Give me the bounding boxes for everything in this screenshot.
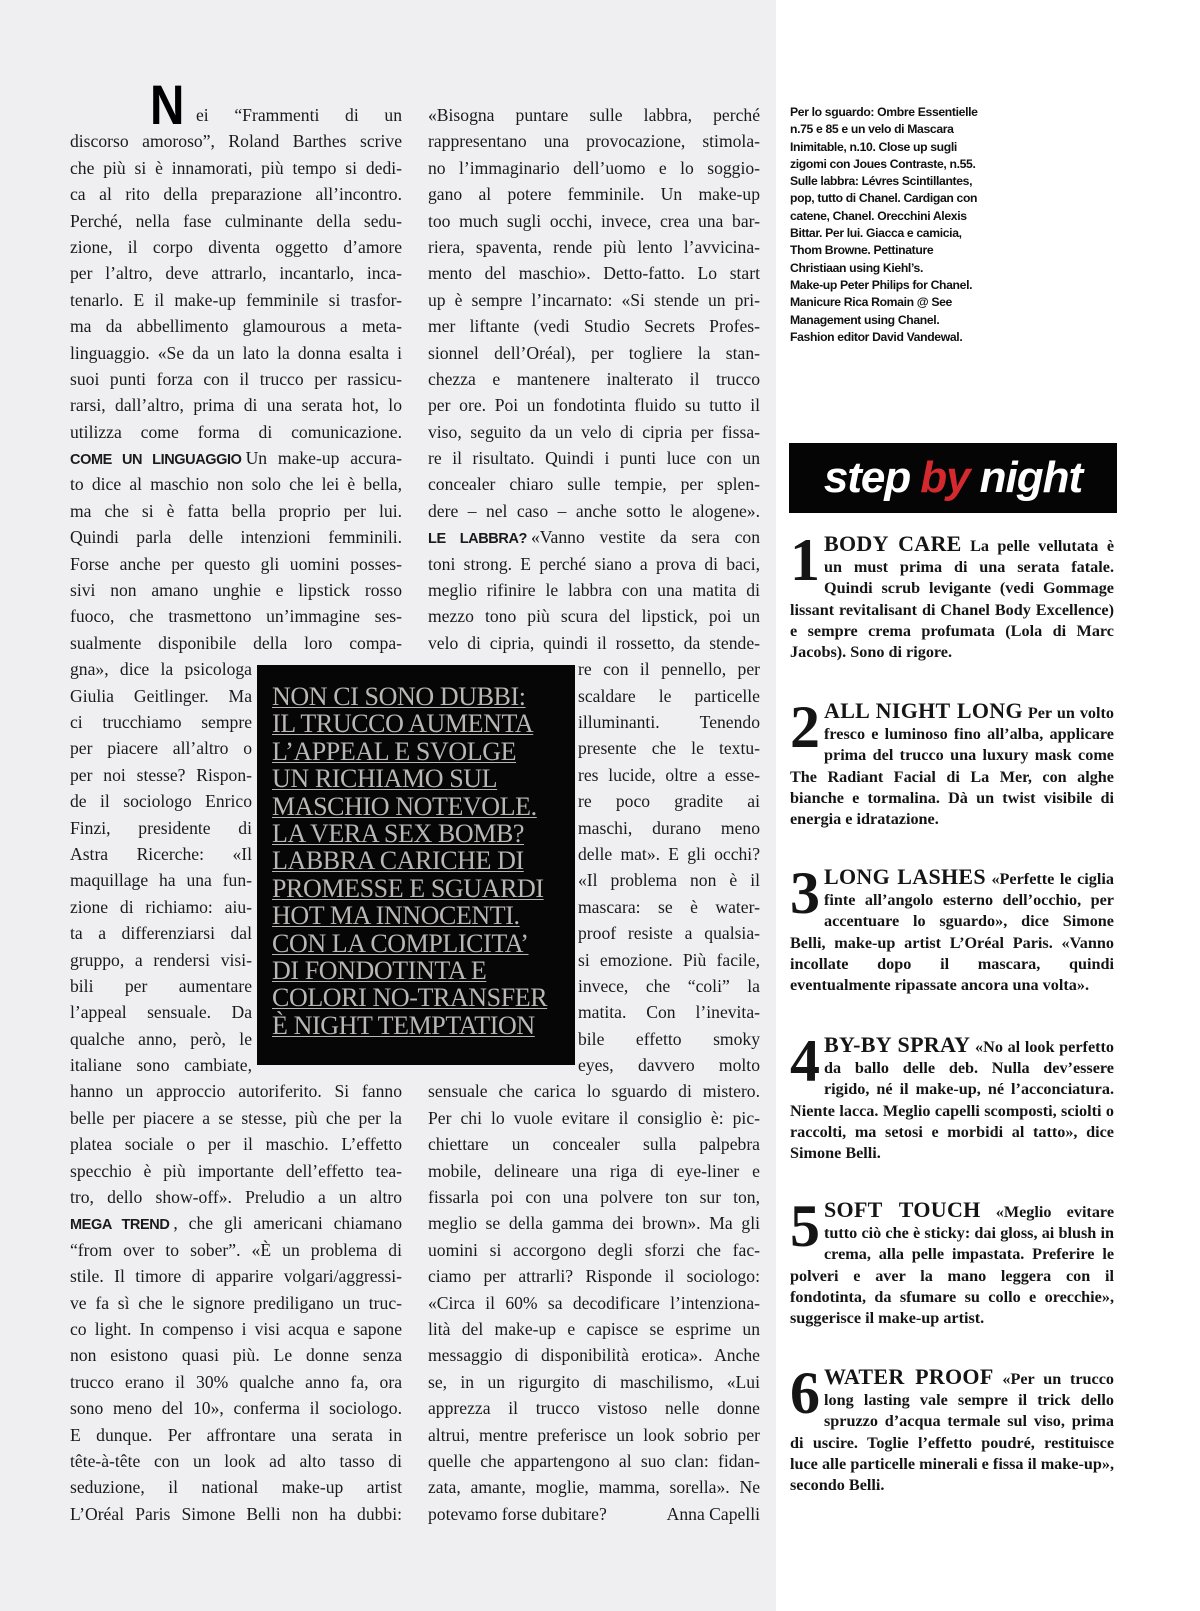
text-line: maschi, durano meno <box>578 817 760 838</box>
heading-step: step <box>823 453 911 502</box>
text-line-rest: , che gli americani chiamano <box>173 1213 402 1234</box>
text-line: illuminanti. Tenendo <box>578 711 760 732</box>
credit-line: pop, tutto di Chanel. Cardigan con <box>790 191 978 206</box>
text-line: “from over to sober”. «È un problema di <box>70 1239 402 1260</box>
text-line: ve fa sì che le signore prediligano un truc- <box>70 1292 402 1313</box>
credit-line: Fashion editor David Vandewal. <box>790 329 963 344</box>
text-line: gruppo, a rendersi visi- <box>70 949 252 970</box>
text-line: ei “Frammenti di un <box>196 105 402 125</box>
section-lead-in: COME UN LINGUAGGIO <box>70 452 242 469</box>
text-line: mento del maschio». Detto-fatto. Lo start <box>428 263 760 284</box>
text-line: res lucide, oltre a esse- <box>578 764 760 785</box>
step-number: 6 <box>790 1360 820 1426</box>
pull-quote-box <box>257 665 575 1065</box>
heading-night: night <box>979 453 1083 502</box>
text-line: chiettare un concealer sulla palpebra <box>428 1134 760 1155</box>
credit-line: Bittar. Per lui. Giacca e camicia, <box>790 226 962 241</box>
credit-line: catene, Chanel. Orecchini Alexis <box>790 208 967 223</box>
text-line: ciamo per attrarli? Risponde il sociologo: <box>428 1266 760 1287</box>
pull-quote-line: L’APPEAL E SVOLGE <box>272 736 517 766</box>
text-line: gna», dice la psicologa <box>70 659 252 680</box>
text-line: quelle che appartengono al suo clan: fidan- <box>428 1450 760 1471</box>
text-line: per ore. Poi un fondotinta fluido su tutto il <box>428 395 760 416</box>
text-line <box>428 524 760 550</box>
text-line: zione, il corpo diventa oggetto d’amore <box>70 236 402 257</box>
step-title: BODY CARE <box>824 531 962 556</box>
step-item <box>790 694 1114 830</box>
step-number: 5 <box>790 1193 820 1259</box>
text-line: meglio se della gamma dei brown». Ma gli <box>428 1213 760 1234</box>
step-item <box>790 1360 1115 1496</box>
text-line: Finzi, presidente di <box>70 817 252 838</box>
text-line <box>70 445 402 471</box>
text-line: matita. Con l’inevita- <box>578 1002 760 1023</box>
step-text: La pelle vellutata è un must prima di una serata fatale. Quindi scrub levigante (vedi Gommage lissant revitalisant di Chanel Body Excellence) e sempre crema profumata (Lola di Marc Jacobs). Sono di rigore. <box>790 537 1115 662</box>
text-line: de il sociologo Enrico <box>70 791 252 812</box>
step-text: «Perfette le ciglia finte all’angolo esterno dell’occhio, per accentuare lo sguardo», dice Simone Belli, make-up artist L’Oréal Paris. «Vanno incollate dopo il mascara, quindi eventualmente ripassate ancora una volta». <box>790 870 1114 995</box>
step-by-night-heading <box>789 443 1117 513</box>
text-line: stile. Il timore di apparire volgari/aggressi- <box>70 1266 402 1287</box>
text-line: ma che si è fatta bella proprio per lui. <box>70 500 402 521</box>
text-line: se, in un rigurgito di maschilismo, «Lui <box>428 1371 760 1392</box>
credit-line: Manicure Rica Romain @ See <box>790 295 952 310</box>
text-line: trucco erano il 30% qualche anno fa, ora <box>70 1371 402 1392</box>
step-number: 3 <box>790 860 820 926</box>
text-line: belle per piacere a se stesse, più che per la <box>70 1107 402 1128</box>
text-line: presente che le textu- <box>578 738 760 759</box>
text-line: dere – nel caso – anche sotto le alogene». <box>428 500 760 521</box>
text-line: tête-à-tête con un look ad alto tasso di <box>70 1450 402 1471</box>
text-line: concealer chiaro sulle tempie, per splen- <box>428 474 760 495</box>
text-line: per noi stesse? Rispon- <box>70 764 252 785</box>
credit-line: Per lo sguardo: Ombre Essentielle <box>790 105 978 119</box>
text-line: Astra Ricerche: «Il <box>70 843 252 864</box>
credit-line: Thom Browne. Pettinature <box>790 243 934 258</box>
text-line: scaldare le particelle <box>578 685 760 706</box>
text-line-end: potevamo forse dubitare? <box>428 1503 607 1524</box>
text-line: mascara: se è water- <box>578 896 760 917</box>
step-item <box>790 527 1115 663</box>
text-line: altrui, mentre preferisce un look sobrio per <box>428 1424 760 1445</box>
text-line: utilizza come forma di comunicazione. <box>70 421 402 442</box>
text-line: sualmente disponibile della loro compa- <box>70 632 402 653</box>
text-line-rest: «Vanno vestite da sera con <box>530 527 760 548</box>
text-line: Forse anche per questo gli uomini posses- <box>70 553 402 574</box>
text-line: hanno un approccio autoriferito. Si fanno <box>70 1081 402 1102</box>
text-line: messaggio di disponibilità erotica». Anche <box>428 1345 760 1366</box>
text-line: che più si è innamorati, più tempo si dedi- <box>70 157 402 178</box>
text-line: apprezza il trucco vistoso nelle donne <box>428 1398 760 1419</box>
credit-line: Make-up Peter Philips for Chanel. <box>790 277 973 292</box>
pull-quote-line: COLORI NO-TRANSFER <box>272 983 548 1013</box>
text-line: up è sempre l’incarnato: «Si stende un pri- <box>428 289 760 310</box>
text-line: viso, seguito da un velo di cipria per fissa- <box>428 421 760 442</box>
text-line: to dice al maschio non solo che lei è bella, <box>70 474 402 495</box>
text-line: l’appeal sensuale. Da <box>70 1002 252 1023</box>
step-title: LONG LASHES <box>824 864 986 889</box>
text-line: uomini si accorgono degli sforzi che fac- <box>428 1239 760 1260</box>
credit-line: Management using Chanel. <box>790 312 940 327</box>
step-title: WATER PROOF <box>824 1364 994 1389</box>
photo-credits <box>790 104 1000 346</box>
step-number: 4 <box>790 1028 820 1094</box>
step-text: Per un volto fresco e luminoso fino all’alba, applicare prima del trucco una luxury mask come The Radiant Facial di La Mer, con alghe bianche e tormalina. Dà un twist visibile di energia e idratazione. <box>790 704 1114 829</box>
text-line: Giulia Geitlinger. Ma <box>70 685 252 706</box>
step-number: 2 <box>790 694 820 760</box>
text-line: eyes, davvero molto <box>578 1055 760 1076</box>
step-text: «No al look perfetto da ballo delle deb. Nulla dev’essere rigido, né il make-up, né l’acconciatura. Niente lacca. Meglio capelli scomposti, sciolti o raccolti, ma setosi e morbidi al tatto», dice Simone Belli. <box>790 1038 1115 1163</box>
text-line: L’Oréal Paris Simone Belli non ha dubbi: <box>70 1503 402 1524</box>
author-byline: Anna Capelli <box>666 1503 760 1524</box>
heading-by: by <box>920 453 970 502</box>
pull-quote-line: NON CI SONO DUBBI: <box>272 682 526 711</box>
text-line: non esistono quasi più. Le donne senza <box>70 1345 402 1366</box>
pull-quote-line: PROMESSE E SGUARDI <box>272 873 544 903</box>
pull-quote-line: È NIGHT TEMPTATION <box>272 1010 535 1040</box>
text-line: bili per aumentare <box>70 975 252 996</box>
text-line: sivi non amano unghie e lipstick rosso <box>70 580 402 601</box>
step-item <box>790 860 1114 996</box>
text-line: ca al rito della preparazione all’incontro. <box>70 184 402 205</box>
step-text: «Meglio evitare tutto ciò che è sticky: dai gloss, ai blush in crema, alla pelle impastata. Preferire le polveri e aver la mano leggera con il fondotinta, da sfumare su collo e orecchie», suggerisce il make-up artist. <box>790 1203 1114 1328</box>
section-lead-in: MEGA TREND <box>70 1217 170 1234</box>
text-line: zione di richiamo: aiu- <box>70 896 252 917</box>
credit-line: Inimitable, n.10. Close up sugli <box>790 139 957 154</box>
text-line: seduzione, il national make-up artist <box>70 1477 402 1498</box>
text-line: linguaggio. «Se da un lato la donna esalta i <box>70 342 402 363</box>
text-line: fissarla poi con una polvere ton sur ton, <box>428 1187 760 1208</box>
text-line: lità del make-up e capisce se esprime un <box>428 1318 760 1339</box>
credit-line: Christiaan using Kiehl’s. <box>790 260 924 275</box>
text-line: si emozione. Più facile, <box>578 949 760 970</box>
text-line: specchio è più importante dell’effetto tea- <box>70 1160 402 1181</box>
text-line: ta a differenziarsi dal <box>70 923 252 944</box>
text-line: meglio rifinire le labbra con una matita di <box>428 580 760 601</box>
text-line: toni strong. E perché siano a prova di baci, <box>428 553 760 574</box>
text-line: too much sugli occhi, invece, crea una bar- <box>428 210 760 231</box>
text-line: mer liftante (vedi Studio Secrets Profes- <box>428 316 760 337</box>
text-line: Perché, nella fase culminante della sedu- <box>70 210 402 231</box>
text-line: riera, spaventa, rende più lento l’avvicina- <box>428 236 760 257</box>
text-line: E dunque. Per affrontare una serata in <box>70 1424 402 1445</box>
text-line: qualche anno, però, le <box>70 1028 252 1049</box>
text-line <box>70 1210 402 1236</box>
text-line: Per chi lo vuole evitare il consiglio è: pic- <box>428 1107 760 1128</box>
text-line: «Bisogna puntare sulle labbra, perché <box>428 105 760 125</box>
step-number: 1 <box>790 527 820 593</box>
text-line: fuoco, che trasmettono un’immagine ses- <box>70 606 402 627</box>
text-line: invece, che “coli” la <box>578 975 760 996</box>
credit-line: Sulle labbra: Lévres Scintillantes, <box>790 174 973 189</box>
text-line: ci trucchiamo sempre <box>70 711 252 732</box>
text-line: tro, dello show-off». Preludio a un altro <box>70 1187 402 1208</box>
text-line: gano al potere femminile. Un make-up <box>428 184 760 205</box>
pull-quote-line: UN RICHIAMO SUL <box>272 764 498 794</box>
pull-quote-line: LABBRA CARICHE DI <box>272 846 524 876</box>
step-text: «Per un trucco long lasting vale sempre il trick dello spruzzo d’acqua termale sul viso, prima di uscire. Toglie l’effetto poudré, restituisce luce alle particelle minerali e fissa il make-up», secondo Belli. <box>790 1370 1115 1495</box>
text-line: ma da abbellimento glamourous a meta- <box>70 316 402 337</box>
text-line: «Il problema non è il <box>578 870 760 891</box>
text-line: velo di cipria, quindi il rossetto, da stende- <box>428 632 760 653</box>
credit-line: n.75 e 85 e un velo di Mascara <box>790 122 954 137</box>
text-line: zata, amante, moglie, mamma, sorella». Ne <box>428 1477 760 1498</box>
text-line: tenarlo. E il make-up femminile si trasfor- <box>70 289 402 310</box>
text-line: suoi punti forza con il trucco per rassicu- <box>70 368 402 389</box>
text-line: no l’immaginario dell’uomo e lo soggio- <box>428 157 760 178</box>
step-title: BY-BY SPRAY <box>824 1032 971 1057</box>
text-line: italiane sono cambiate, <box>70 1055 252 1076</box>
credit-line: zigomi con Joues Contraste, n.55. <box>790 156 976 171</box>
text-line: re con il pennello, per <box>578 659 760 680</box>
text-line: sono meno del 10», conferma il sociologo. <box>70 1398 402 1419</box>
step-item <box>790 1193 1114 1329</box>
text-line: proof resiste a qualsia- <box>578 923 760 944</box>
text-line: re il risultato. Quindi i punti luce con un <box>428 448 760 469</box>
text-line: mezzo tono più scura del lipstick, poi un <box>428 606 760 627</box>
text-line: Quindi parla delle intenzioni femminili. <box>70 527 402 548</box>
text-line: sionnel dell’Oréal), per togliere la stan- <box>428 342 760 363</box>
text-line <box>428 1501 760 1527</box>
step-item <box>790 1028 1115 1164</box>
text-line: delle mat». E gli occhi? <box>578 843 760 864</box>
section-lead-in: LE LABBRA? <box>428 531 527 548</box>
step-title: SOFT TOUCH <box>824 1197 981 1222</box>
text-line: bile effetto smoky <box>578 1028 760 1049</box>
text-line: per piacere all’altro o <box>70 738 252 759</box>
text-line: per l’altro, deve attrarlo, incantarlo, inca- <box>70 263 402 284</box>
text-line: chezza e mantenere inalterato il trucco <box>428 368 760 389</box>
pull-quote-line: CON LA COMPLICITA’ <box>272 928 529 958</box>
pull-quote-line: IL TRUCCO AUMENTA <box>272 709 534 739</box>
text-line: platea sociale o per il maschio. L’effetto <box>70 1134 402 1155</box>
drop-cap: N <box>150 73 185 136</box>
pull-quote-line: DI FONDOTINTA E <box>272 956 487 986</box>
step-title: ALL NIGHT LONG <box>824 698 1023 723</box>
text-line: rappresentano una provocazione, stimola- <box>428 131 760 152</box>
text-line: discorso amoroso”, Roland Barthes scrive <box>70 131 402 152</box>
pull-quote-line: LA VERA SEX BOMB? <box>272 819 525 849</box>
text-line: sensuale che carica lo sguardo di mistero. <box>428 1081 760 1102</box>
pull-quote-line: HOT MA INNOCENTI. <box>272 901 520 931</box>
text-line: maquillage ha una fun- <box>70 870 252 891</box>
text-line: co light. In compenso i visi acqua e sapone <box>70 1318 402 1339</box>
text-line: «Circa il 60% sa decodificare l’intenziona- <box>428 1292 760 1313</box>
pull-quote-line: MASCHIO NOTEVOLE. <box>272 791 537 821</box>
text-line: rarsi, dall’altro, prima di una serata hot, lo <box>70 395 402 416</box>
text-line: mobile, delineare una riga di eye-liner e <box>428 1160 760 1181</box>
text-line-rest: Un make-up accura- <box>245 448 403 469</box>
text-line: re poco gradite ai <box>578 791 760 812</box>
